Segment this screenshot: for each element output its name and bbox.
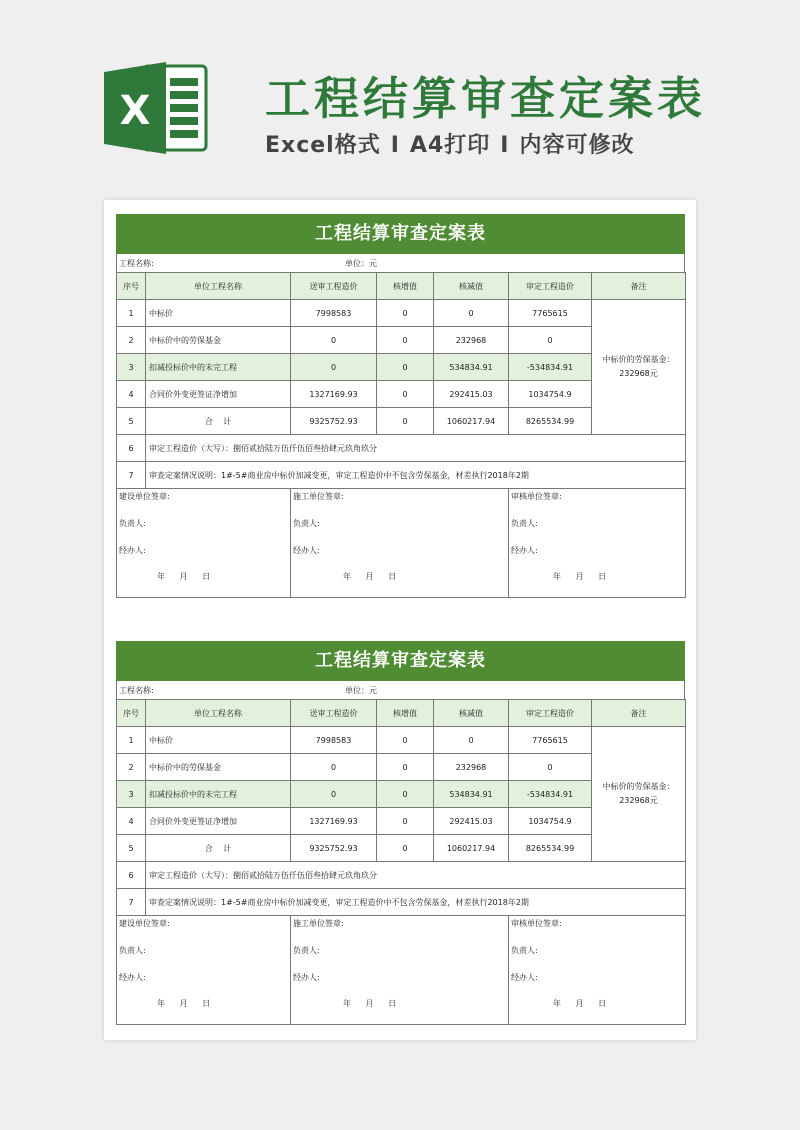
date-label: 年 月 日 (157, 999, 217, 1008)
row-name: 中标价中的劳保基金 (146, 754, 291, 781)
row-increase: 0 (377, 754, 434, 781)
table-header-row (117, 700, 686, 727)
row-no: 2 (117, 327, 146, 354)
handler-label: 经办人: (511, 546, 538, 555)
row-name: 中标价 (146, 727, 291, 754)
row-name: 扣减投标价中的未完工程 (146, 354, 291, 381)
build-unit-label: 建设单位签章: (119, 919, 170, 928)
row-approved: 1034754.9 (509, 381, 592, 408)
remark-line: 中标价的劳保基金： (602, 355, 675, 364)
row-submitted: 9325752.93 (291, 835, 377, 862)
row-no: 4 (117, 381, 146, 408)
unit-label: 单位：元 (345, 686, 377, 695)
row-submitted: 9325752.93 (291, 408, 377, 435)
remark-line: 232968元 (619, 796, 658, 805)
construct-unit-signature (291, 916, 509, 1025)
row-submitted: 0 (291, 354, 377, 381)
excel-logo-icon (100, 58, 210, 158)
table-row (117, 300, 686, 327)
person-in-charge-label: 负责人: (293, 519, 320, 528)
person-in-charge-label: 负责人: (293, 946, 320, 955)
meta-row (116, 254, 685, 272)
header-cell: 单位工程名称 (146, 700, 291, 727)
header-cell: 核减值 (434, 700, 509, 727)
approved-amount-words: 审定工程造价（大写）：捌佰贰拾陆万伍仟伍佰叁拾肆元玖角玖分 (146, 862, 686, 889)
row-increase: 0 (377, 835, 434, 862)
row-submitted: 1327169.93 (291, 808, 377, 835)
approved-amount-words: 审定工程造价（大写）：捌佰贰拾陆万伍仟伍佰叁拾肆元玖角玖分 (146, 435, 686, 462)
remark-cell (592, 300, 686, 435)
handler-label: 经办人: (293, 546, 320, 555)
paper-sheet (104, 200, 696, 1040)
subtitle-editable: 内容可修改 (519, 133, 635, 158)
row-no: 5 (117, 835, 146, 862)
settlement-table (116, 272, 686, 598)
row-name: 中标价 (146, 300, 291, 327)
row-name: 中标价中的劳保基金 (146, 327, 291, 354)
row-no: 1 (117, 727, 146, 754)
row-increase: 0 (377, 408, 434, 435)
header-cell: 序号 (117, 273, 146, 300)
row-name: 扣减投标价中的未完工程 (146, 781, 291, 808)
row-approved: 7765615 (509, 727, 592, 754)
row-name: 合同价外变更签证净增加 (146, 808, 291, 835)
row-increase: 0 (377, 354, 434, 381)
remark-line: 232968元 (619, 369, 658, 378)
header-cell: 审定工程造价 (509, 700, 592, 727)
settlement-table (116, 699, 686, 1025)
unit-label: 单位：元 (345, 259, 377, 268)
row-increase: 0 (377, 327, 434, 354)
row-name: 合同价外变更签证净增加 (146, 381, 291, 408)
project-name-label: 工程名称: (119, 686, 154, 695)
row-approved: 1034754.9 (509, 808, 592, 835)
row-increase: 0 (377, 300, 434, 327)
row-no: 6 (117, 435, 146, 462)
row-increase: 0 (377, 381, 434, 408)
header-cell: 备注 (592, 273, 686, 300)
subtitle-format: Excel格式 (265, 133, 381, 158)
review-description: 审查定案情况说明：1#-5#商业房中标价加减变更，审定工程造价中不包含劳保基金，材差执行2018年2期 (146, 889, 686, 916)
row-decrease: 1060217.94 (434, 408, 509, 435)
row-no: 5 (117, 408, 146, 435)
person-in-charge-label: 负责人: (511, 519, 538, 528)
meta-row (116, 681, 685, 699)
row-submitted: 0 (291, 754, 377, 781)
subtitle-print: A4打印 (409, 133, 491, 158)
project-name-label: 工程名称: (119, 259, 154, 268)
build-unit-signature (117, 916, 291, 1025)
row-decrease: 534834.91 (434, 354, 509, 381)
header-cell: 序号 (117, 700, 146, 727)
construct-unit-label: 施工单位签章: (293, 919, 344, 928)
svg-text:X: X (119, 88, 151, 134)
table-row (117, 889, 686, 916)
sheet-title: 工程结算审查定案表 (116, 214, 685, 254)
sheet-title: 工程结算审查定案表 (116, 641, 685, 681)
header-cell: 核增值 (377, 700, 434, 727)
table-row (117, 727, 686, 754)
row-decrease: 0 (434, 300, 509, 327)
header-cell: 审定工程造价 (509, 273, 592, 300)
construct-unit-signature (291, 489, 509, 598)
table-header-row (117, 273, 686, 300)
header-cell: 单位工程名称 (146, 273, 291, 300)
row-approved: 7765615 (509, 300, 592, 327)
row-no: 1 (117, 300, 146, 327)
audit-unit-label: 审核单位签章: (511, 492, 562, 501)
row-approved: -534834.91 (509, 354, 592, 381)
table-row (117, 862, 686, 889)
date-label: 年 月 日 (553, 572, 613, 581)
date-label: 年 月 日 (343, 999, 403, 1008)
row-submitted: 7998583 (291, 727, 377, 754)
header-cell: 送审工程造价 (291, 700, 377, 727)
row-no: 6 (117, 862, 146, 889)
table-row (117, 435, 686, 462)
row-increase: 0 (377, 781, 434, 808)
row-name: 合 计 (146, 835, 291, 862)
row-no: 2 (117, 754, 146, 781)
subtitle-separator: I (500, 133, 510, 158)
row-decrease: 292415.03 (434, 381, 509, 408)
row-submitted: 1327169.93 (291, 381, 377, 408)
handler-label: 经办人: (119, 973, 146, 982)
build-unit-label: 建设单位签章: (119, 492, 170, 501)
row-no: 3 (117, 354, 146, 381)
date-label: 年 月 日 (157, 572, 217, 581)
signature-row (117, 489, 686, 598)
row-no: 3 (117, 781, 146, 808)
row-decrease: 292415.03 (434, 808, 509, 835)
review-description: 审查定案情况说明：1#-5#商业房中标价加减变更，审定工程造价中不包含劳保基金，材差执行2018年2期 (146, 462, 686, 489)
remark-cell (592, 727, 686, 862)
banner-title: 工程结算审查定案表 (265, 72, 707, 125)
row-approved: -534834.91 (509, 781, 592, 808)
row-no: 4 (117, 808, 146, 835)
remark-line: 中标价的劳保基金： (602, 782, 675, 791)
person-in-charge-label: 负责人: (511, 946, 538, 955)
row-approved: 8265534.99 (509, 835, 592, 862)
row-approved: 8265534.99 (509, 408, 592, 435)
row-decrease: 1060217.94 (434, 835, 509, 862)
person-in-charge-label: 负责人: (119, 519, 146, 528)
row-increase: 0 (377, 727, 434, 754)
header-cell: 核减值 (434, 273, 509, 300)
settlement-sheet (116, 214, 685, 598)
row-approved: 0 (509, 754, 592, 781)
row-submitted: 7998583 (291, 300, 377, 327)
header-cell: 送审工程造价 (291, 273, 377, 300)
row-decrease: 232968 (434, 754, 509, 781)
banner (0, 0, 800, 190)
audit-unit-signature (509, 489, 686, 598)
audit-unit-signature (509, 916, 686, 1025)
signature-row (117, 916, 686, 1025)
handler-label: 经办人: (511, 973, 538, 982)
header-cell: 备注 (592, 700, 686, 727)
date-label: 年 月 日 (343, 572, 403, 581)
table-row (117, 462, 686, 489)
row-decrease: 534834.91 (434, 781, 509, 808)
row-submitted: 0 (291, 781, 377, 808)
date-label: 年 月 日 (553, 999, 613, 1008)
row-no: 7 (117, 462, 146, 489)
row-decrease: 0 (434, 727, 509, 754)
handler-label: 经办人: (293, 973, 320, 982)
row-approved: 0 (509, 327, 592, 354)
row-decrease: 232968 (434, 327, 509, 354)
row-increase: 0 (377, 808, 434, 835)
row-submitted: 0 (291, 327, 377, 354)
row-name: 合 计 (146, 408, 291, 435)
header-cell: 核增值 (377, 273, 434, 300)
settlement-sheet (116, 641, 685, 1025)
banner-subtitle (265, 128, 634, 159)
construct-unit-label: 施工单位签章: (293, 492, 344, 501)
subtitle-separator: I (390, 133, 400, 158)
person-in-charge-label: 负责人: (119, 946, 146, 955)
build-unit-signature (117, 489, 291, 598)
handler-label: 经办人: (119, 546, 146, 555)
audit-unit-label: 审核单位签章: (511, 919, 562, 928)
row-no: 7 (117, 889, 146, 916)
